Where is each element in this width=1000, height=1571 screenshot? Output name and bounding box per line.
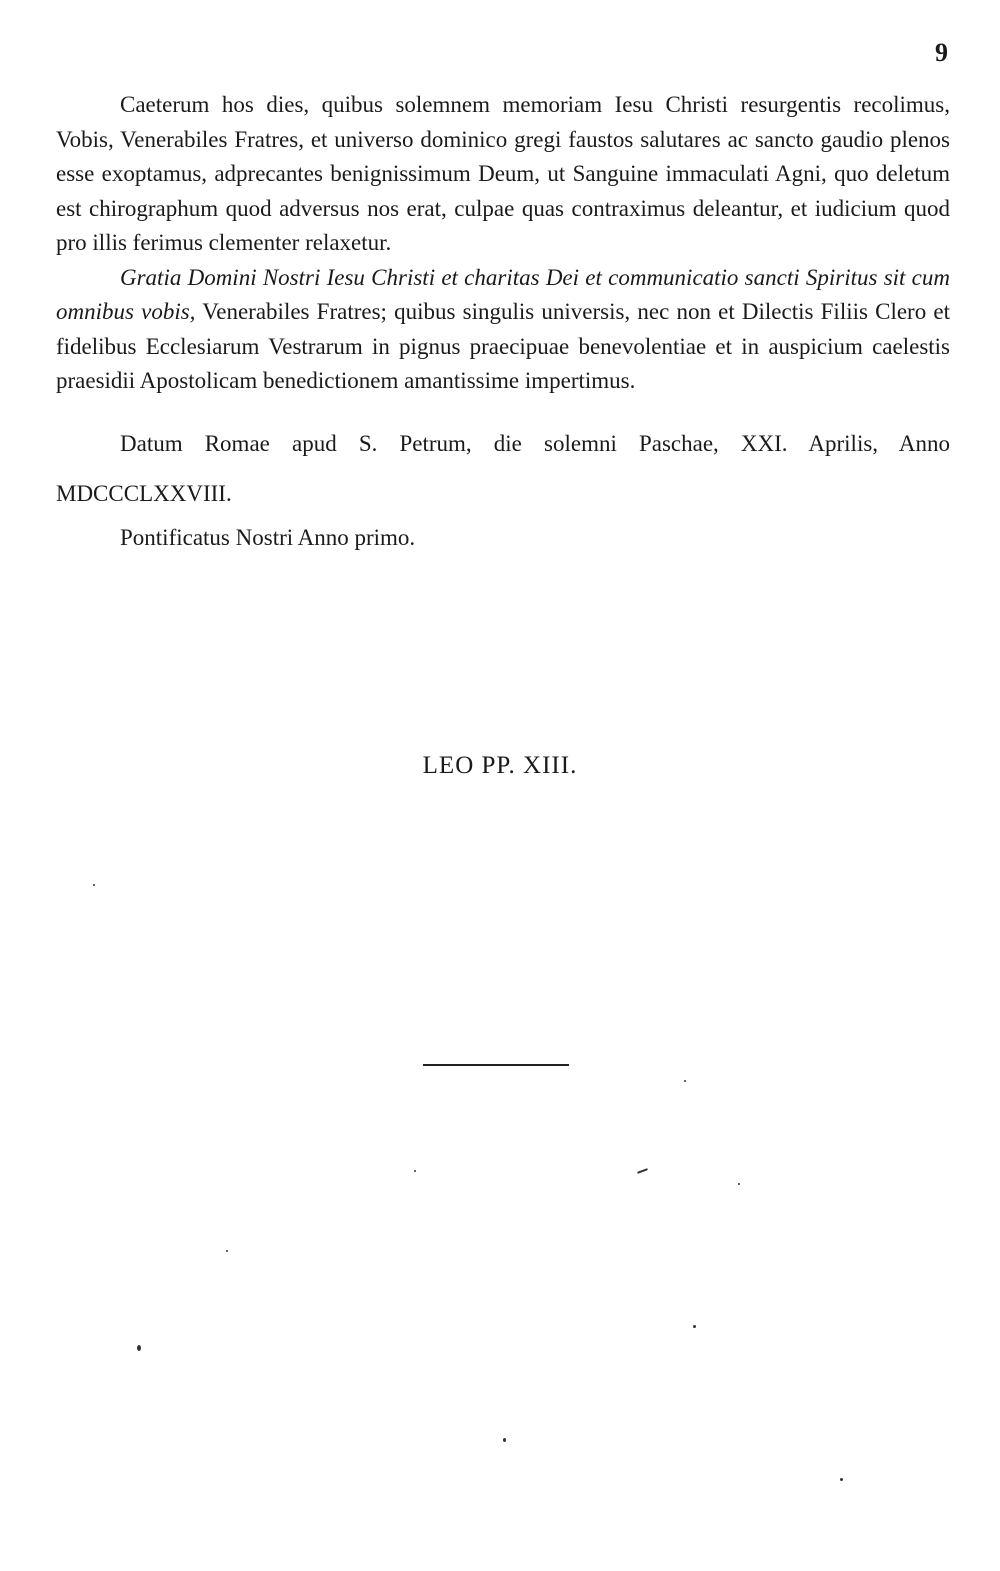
- blessing-text: Venerabiles Fratres; quibus singulis universis, nec non et Dilectis Filiis Clero et fidelibus Ecclesiarum Vestrarum in pignus praecipuae benevolentiae et in auspicium caelestis praesidii Apostolicam benedictionem amantissime impertimus.: [56, 299, 950, 393]
- scan-speck: [637, 1168, 648, 1174]
- scan-speck: [137, 1345, 141, 1351]
- papal-signature: LEO PP. XIII.: [422, 752, 578, 779]
- page-number: 9: [935, 38, 948, 67]
- scan-speck: [503, 1438, 506, 1442]
- letter-body: [56, 88, 950, 555]
- scan-speck: [684, 1080, 686, 1082]
- scan-speck: [693, 1325, 696, 1328]
- pontificate-year-line: Pontificatus Nostri Anno primo.: [120, 524, 416, 550]
- scan-speck: [226, 1250, 228, 1252]
- grace-invocation: Gratia Domini Nostri Iesu Christi et charitas Dei et communicatio sancti Spiritus sit cum omnibus vobis,: [56, 264, 950, 324]
- closing-rule: [423, 1064, 569, 1066]
- scan-speck: [414, 1170, 416, 1172]
- date-line: Datum Romae apud S. Petrum, die solemni Paschae, XXI. Aprilis, Anno MDCCCLXXVIII.: [56, 430, 950, 506]
- paragraph-easter-greeting: Caeterum hos dies, quibus solemnem memoriam Iesu Christi resurgentis recolimus, Vobis, Venerabiles Fratres, et universo dominico gregi faustos salutares ac sancto gaudio plenos esse exoptamus, adprecantes benignissimum Deum, ut Sanguine immaculati Agni, quo deletum est chirographum quod adversus nos erat, culpae quas contraximus deleantur, et iudicium quod pro illis ferimus clementer relaxetur.: [56, 92, 950, 255]
- scan-speck: [840, 1478, 843, 1481]
- paragraph-apostolic-blessing: [56, 261, 950, 399]
- scan-speck: [738, 1183, 740, 1185]
- scan-speck: [93, 884, 95, 886]
